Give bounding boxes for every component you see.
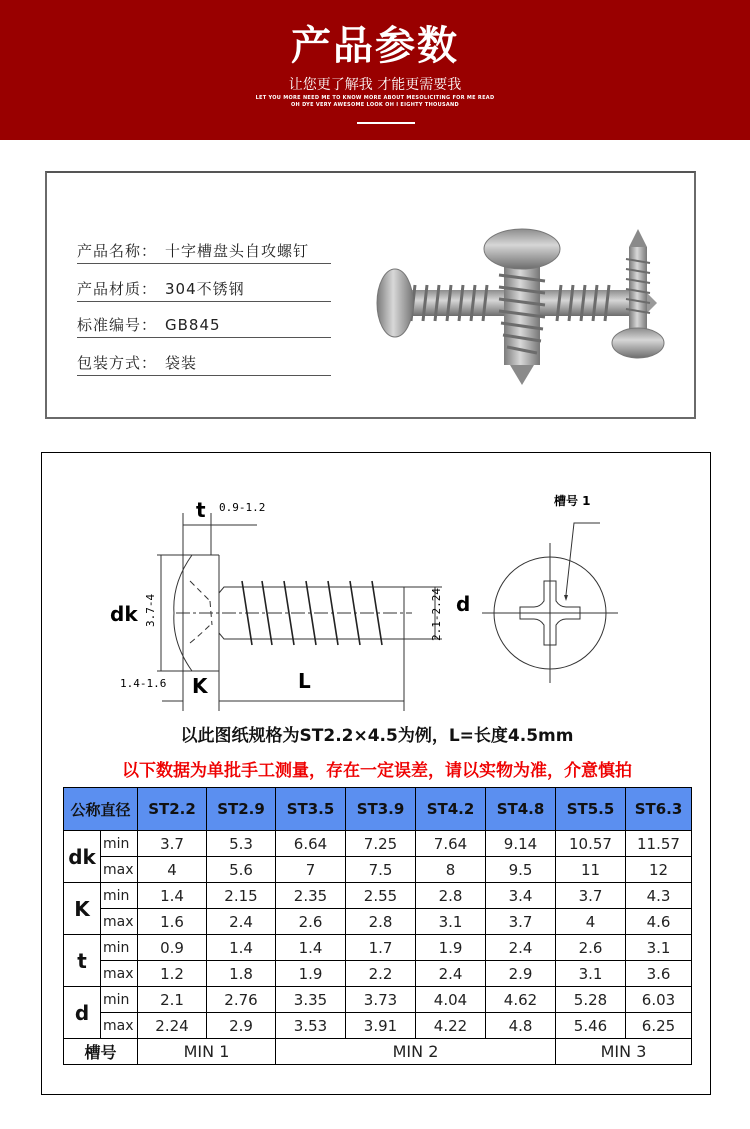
min-max-label: min xyxy=(101,831,138,857)
header-banner xyxy=(0,0,750,140)
table-cell: 3.53 xyxy=(276,1013,346,1039)
banner-english-line-1: LET YOU MORE NEED ME TO KNOW MORE ABOUT MESOLICITING FOR ME READ xyxy=(255,95,495,101)
table-cell: 3.7 xyxy=(556,883,626,909)
param-group-label: dk xyxy=(64,831,101,883)
param-group-label: d xyxy=(64,987,101,1039)
info-value: 304不锈钢 xyxy=(165,280,245,298)
table-cell: 4.3 xyxy=(626,883,692,909)
info-label: 产品名称： xyxy=(77,242,158,260)
min-max-label: max xyxy=(101,961,138,987)
table-header-row xyxy=(64,788,692,831)
slot-value: MIN 1 xyxy=(138,1039,276,1065)
t-label: t xyxy=(196,498,206,522)
min-max-label: min xyxy=(101,935,138,961)
table-cell: 3.7 xyxy=(486,909,556,935)
min-max-label: max xyxy=(101,1013,138,1039)
table-cell: 1.4 xyxy=(276,935,346,961)
dk-label: dk xyxy=(110,602,138,626)
info-label: 包装方式： xyxy=(77,354,158,372)
d-range: 2.1-2.24 xyxy=(430,588,443,641)
table-cell: 2.4 xyxy=(207,909,276,935)
table-cell: 2.9 xyxy=(486,961,556,987)
table-cell: 2.15 xyxy=(207,883,276,909)
table-cell: 2.35 xyxy=(276,883,346,909)
table-cell: 3.1 xyxy=(556,961,626,987)
page-title: 产品参数 xyxy=(291,23,459,69)
table-cell: 7 xyxy=(276,857,346,883)
k-range: 1.4-1.6 xyxy=(120,677,167,690)
table-cell: 4.04 xyxy=(416,987,486,1013)
table-cell: 1.4 xyxy=(138,883,207,909)
table-cell: 11 xyxy=(556,857,626,883)
header-nominal-diameter: 公称直径 xyxy=(64,788,138,831)
table-cell: 2.6 xyxy=(556,935,626,961)
min-max-label: min xyxy=(101,883,138,909)
param-group-label: t xyxy=(64,935,101,987)
table-cell: 5.3 xyxy=(207,831,276,857)
slot-size-label: 槽号 1 xyxy=(554,494,591,508)
header-size: ST4.2 xyxy=(416,788,486,831)
header-size: ST5.5 xyxy=(556,788,626,831)
table-cell: 2.8 xyxy=(346,909,416,935)
table-cell: 1.9 xyxy=(416,935,486,961)
table-cell: 3.1 xyxy=(416,909,486,935)
table-cell: 4.6 xyxy=(626,909,692,935)
table-cell: 5.6 xyxy=(207,857,276,883)
table-row xyxy=(64,987,692,1013)
table-row xyxy=(64,1013,692,1039)
table-cell: 9.14 xyxy=(486,831,556,857)
table-cell: 1.8 xyxy=(207,961,276,987)
table-cell: 3.4 xyxy=(486,883,556,909)
table-cell: 1.6 xyxy=(138,909,207,935)
table-cell: 10.57 xyxy=(556,831,626,857)
table-cell: 3.6 xyxy=(626,961,692,987)
table-row xyxy=(64,909,692,935)
info-value: GB845 xyxy=(165,316,221,334)
table-cell: 2.55 xyxy=(346,883,416,909)
spec-table xyxy=(63,787,692,1065)
min-max-label: max xyxy=(101,909,138,935)
table-row xyxy=(64,857,692,883)
table-cell: 11.57 xyxy=(626,831,692,857)
param-group-label: K xyxy=(64,883,101,935)
d-dimension-labels xyxy=(428,571,471,651)
table-cell: 4.8 xyxy=(486,1013,556,1039)
header-size: ST2.9 xyxy=(207,788,276,831)
table-cell: 12 xyxy=(626,857,692,883)
table-cell: 4 xyxy=(556,909,626,935)
table-cell: 6.03 xyxy=(626,987,692,1013)
header-size: ST3.5 xyxy=(276,788,346,831)
table-cell: 2.9 xyxy=(207,1013,276,1039)
l-label: L xyxy=(298,669,311,693)
table-cell: 3.35 xyxy=(276,987,346,1013)
banner-english-text xyxy=(0,95,750,109)
screw-technical-drawing xyxy=(102,483,412,713)
table-cell: 3.7 xyxy=(138,831,207,857)
table-row xyxy=(64,935,692,961)
table-cell: 1.4 xyxy=(207,935,276,961)
table-cell: 4.62 xyxy=(486,987,556,1013)
dk-range: 3.7-4 xyxy=(144,593,157,627)
table-cell: 3.91 xyxy=(346,1013,416,1039)
slot-value: MIN 2 xyxy=(276,1039,556,1065)
table-cell: 7.64 xyxy=(416,831,486,857)
banner-subtitle: 让您更了解我 才能更需要我 xyxy=(288,77,462,93)
header-size: ST2.2 xyxy=(138,788,207,831)
table-cell: 2.2 xyxy=(346,961,416,987)
banner-english-line-2: OH DYE VERY AWESOME LOOK OH I EIGHTY THOUSAND xyxy=(291,102,459,108)
measurement-warning: 以下数据为单批手工测量，存在一定误差，请以实物为准，介意慎拍 xyxy=(122,761,632,781)
example-note: 以此图纸规格为ST2.2×4.5为例，L=长度4.5mm xyxy=(180,726,574,746)
table-cell: 7.5 xyxy=(346,857,416,883)
table-cell: 4.22 xyxy=(416,1013,486,1039)
table-cell: 6.25 xyxy=(626,1013,692,1039)
table-row xyxy=(64,961,692,987)
table-cell: 5.46 xyxy=(556,1013,626,1039)
info-row-standard xyxy=(77,313,331,338)
min-max-label: max xyxy=(101,857,138,883)
info-row-packaging xyxy=(77,351,331,376)
table-row xyxy=(64,883,692,909)
min-max-label: min xyxy=(101,987,138,1013)
table-cell: 0.9 xyxy=(138,935,207,961)
k-label: K xyxy=(192,674,208,698)
table-cell: 2.1 xyxy=(138,987,207,1013)
arrow-head xyxy=(564,595,568,601)
table-cell: 4 xyxy=(138,857,207,883)
header-size: ST6.3 xyxy=(626,788,692,831)
info-value: 十字槽盘头自攻螺钉 xyxy=(165,242,310,260)
table-cell: 3.73 xyxy=(346,987,416,1013)
table-cell: 2.6 xyxy=(276,909,346,935)
table-cell: 3.1 xyxy=(626,935,692,961)
table-cell: 2.4 xyxy=(486,935,556,961)
info-label: 产品材质： xyxy=(77,280,158,298)
table-cell: 7.25 xyxy=(346,831,416,857)
table-cell: 8 xyxy=(416,857,486,883)
table-cell: 9.5 xyxy=(486,857,556,883)
banner-divider xyxy=(357,122,415,124)
table-cell: 1.7 xyxy=(346,935,416,961)
info-row-material xyxy=(77,277,331,302)
table-cell: 1.2 xyxy=(138,961,207,987)
table-cell: 5.28 xyxy=(556,987,626,1013)
table-cell: 2.8 xyxy=(416,883,486,909)
info-row-name xyxy=(77,239,331,264)
product-info-card xyxy=(45,171,696,419)
table-cell: 1.9 xyxy=(276,961,346,987)
screw-product-photo xyxy=(367,225,657,385)
table-cell: 2.4 xyxy=(416,961,486,987)
slot-value: MIN 3 xyxy=(556,1039,692,1065)
slot-row xyxy=(64,1039,692,1065)
slot-label: 槽号 xyxy=(64,1039,138,1065)
table-cell: 2.76 xyxy=(207,987,276,1013)
table-cell: 2.24 xyxy=(138,1013,207,1039)
header-size: ST4.8 xyxy=(486,788,556,831)
table-cell: 6.64 xyxy=(276,831,346,857)
info-label: 标准编号： xyxy=(77,316,158,334)
d-label: d xyxy=(456,592,471,616)
phillips-head-drawing xyxy=(482,483,662,703)
info-value: 袋装 xyxy=(165,354,198,372)
header-size: ST3.9 xyxy=(346,788,416,831)
t-range: 0.9-1.2 xyxy=(219,501,266,514)
table-row xyxy=(64,831,692,857)
specification-card xyxy=(41,452,711,1095)
